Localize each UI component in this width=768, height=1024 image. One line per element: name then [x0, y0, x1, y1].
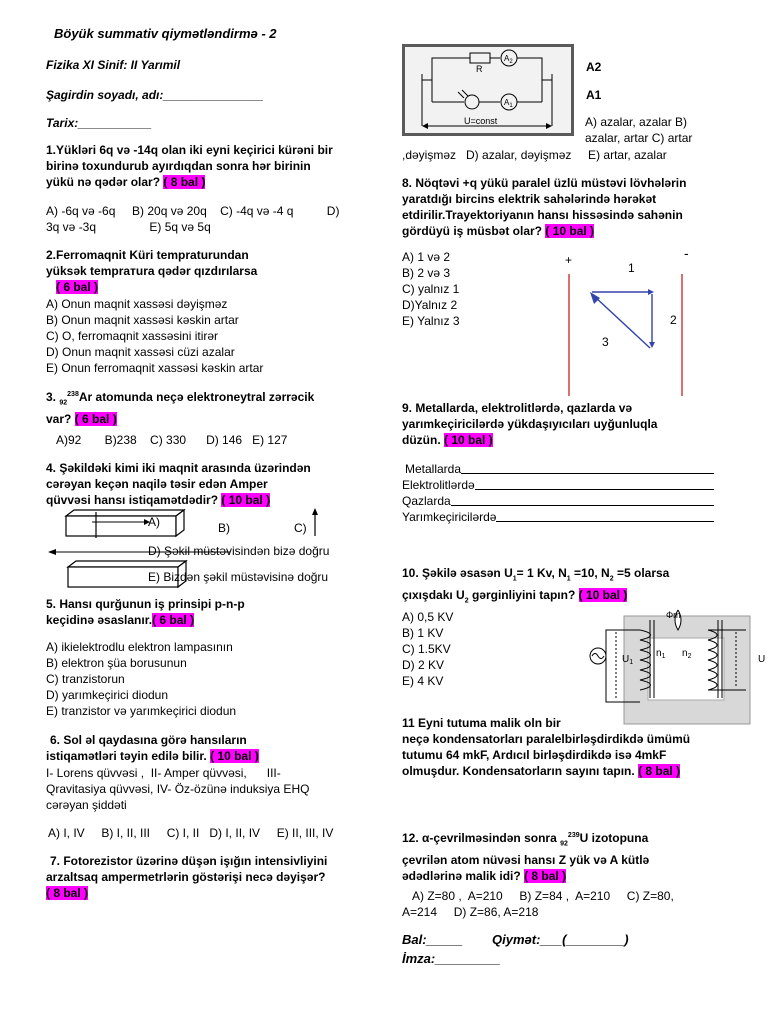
match-row[interactable]: Metallarda [402, 461, 714, 477]
option: C) tranzistorun [46, 672, 125, 686]
svg-text:U: U [758, 654, 766, 665]
option: D) yarımkeçirici diodun [46, 688, 169, 702]
option: B) Onun maqnit xassəsi kəskin artar [46, 313, 239, 327]
question-text: düzün. [402, 433, 441, 447]
points-badge: ( 8 bal ) [46, 886, 89, 900]
question-7 [46, 853, 366, 901]
question-text: keçidinə əsaslanır. [46, 613, 153, 627]
option: D)Yalnız 2 [402, 298, 458, 312]
svg-text:+: + [565, 253, 573, 267]
points-badge: ( 8 bal ) [524, 869, 567, 884]
date-field[interactable]: Tarix:___________ [46, 116, 152, 130]
svg-text:A2: $A_2$ [504, 54, 513, 65]
question-10: 10. Şəkilə əsasən $U_1= 1$ Kv, $N_1 =10$, $N_2 =5$ olarsa çıxışdakı $U_2$ gərginliyini tapın? ( 10 bal ) [402, 566, 670, 605]
svg-text:1: 1 [628, 261, 635, 275]
svg-text:-: - [684, 246, 689, 261]
question-text: 1.Yükləri 6q və -14q olan iki eyni keçirici kürəni bir [46, 143, 333, 157]
question-text: cərəyan keçən naqilə təsir edən Amper [46, 477, 268, 491]
points-badge: ( 6 bal ) [74, 412, 117, 427]
option: C) yalnız 1 [402, 282, 460, 296]
question-12: 12. α-çevrilməsindən sonra $_{92}^{239}$U izotopuna çevrilən atom nüvəsi hansı Z yük və A kütlə ədədlərinə malik idi? ( 8 bal ) [402, 828, 732, 884]
question-text: yaratdığı bircins elektrik sahələrində hərəkət [402, 192, 657, 206]
svg-text:R: R [476, 64, 483, 74]
signature-field[interactable]: İmza:_________ [402, 951, 501, 966]
option-a-label: A) [148, 515, 160, 529]
svg-text:n2: $n_2$ [682, 648, 692, 660]
option: C) O, ferromaqnit xassəsini itirər [46, 329, 219, 343]
svg-text:n1: $n_1$ [656, 648, 666, 660]
answer-options: 3q və -3q E) 5q və 5q [46, 220, 211, 234]
points-badge: ( 6 bal ) [152, 613, 195, 627]
question-text: 9. Metallarda, elektrolitlərdə, qazlarda və [402, 401, 633, 415]
question-4 [46, 460, 358, 508]
question-text: çevrilən atom nüvəsi hansı Z yük və A kütlə [402, 853, 650, 868]
question-3: 3. $_{92}^{238}$Ar atomunda neçə elektroneytral zərrəcik var? ( 6 bal ) [46, 390, 315, 427]
question-text: 11 Eyni tutuma malik oln bir [402, 716, 561, 730]
question-text: etdirilir.Trayektoriyanın hansı hissəsində sahənin [402, 208, 683, 222]
question-8 [402, 175, 720, 239]
answer-options: A) -6q və -6q B) 20q və 20q C) -4q və -4 q D) [46, 204, 340, 218]
question-2 [46, 247, 358, 295]
points-badge: ( 10 bal ) [210, 749, 259, 763]
answer-options: A) azalar, azalar B) [585, 115, 688, 129]
svg-text:2: 2 [670, 313, 677, 327]
option: D) Onun maqnit xassəsi cüzi azalar [46, 345, 235, 359]
answer-options [46, 296, 358, 376]
svg-text:3: 3 [602, 335, 609, 349]
answer-options: A) Z=80 , A=210 B) Z=84 , A=210 C) Z=80, [412, 889, 674, 903]
option: E) 4 KV [402, 674, 444, 688]
svg-text:U1: $U_1$ [622, 654, 634, 666]
option-d-label: D) Şəkil müstəvisindən bizə doğru [148, 544, 330, 558]
answer-options: ,dəyişməz D) azalar, dəyişməz E) artar, azalar [402, 148, 667, 162]
option: B) 1 KV [402, 626, 444, 640]
question-text: yarımkeçiricilərdə yükdaşıyıcıları uyğunluqla [402, 417, 658, 431]
page-title: Böyük summativ qiymətləndirmə - 2 [54, 26, 277, 41]
label-a2: A2 [586, 60, 602, 74]
question-text: qüvvəsi hansı istiqamətdədir? [46, 493, 219, 507]
option: A) Onun maqnit xassəsi dəyişməz [46, 297, 228, 311]
option: D) 2 KV [402, 658, 445, 672]
svg-text:A1: $A_1$ [504, 98, 513, 109]
option: C) 1.5KV [402, 642, 451, 656]
answer-options: azalar, artar C) artar [585, 131, 693, 145]
points-badge: ( 8 bal ) [638, 764, 681, 778]
answer-options: A)92 B)238 C) 330 D) 146 E) 127 [56, 433, 288, 447]
question-text: olmuşdur. Kondensatorların sayını tapın. [402, 764, 635, 778]
question-text: 6. Sol əl qaydasına görə hansıların [50, 733, 247, 747]
option: A) 0,5 KV [402, 610, 454, 624]
label-a1: A1 [586, 88, 602, 102]
svg-text:U=const: U=const [464, 116, 498, 126]
question-11 [402, 715, 732, 779]
points-badge: ( 10 bal ) [578, 588, 628, 603]
answer-options [46, 639, 358, 719]
option: A) ikielektrodlu elektron lampasının [46, 640, 233, 654]
answer-options: A=214 D) Z=86, A=218 [402, 905, 539, 919]
question-text: 2.Ferromaqnit Küri tempraturundan [46, 248, 249, 262]
option: E) Yalnız 3 [402, 314, 460, 328]
question-text: 7. Fotorezistor üzərinə düşən işığın intensivliyini [50, 854, 328, 868]
option: B) elektron şüa borusunun [46, 656, 187, 670]
points-badge: ( 10 bal ) [444, 433, 493, 447]
score-field[interactable]: Bal:_____ [402, 932, 463, 947]
question-text: ədədlərinə malik idi? [402, 869, 521, 884]
question-6-body: I- Lorens qüvvəsi , II- Amper qüvvəsi, III- Qravitasiya qüvvəsi, IV- Öz-özünə induksiya EHQ cərəyan şiddəti [46, 766, 310, 812]
points-badge: ( 6 bal ) [56, 280, 99, 294]
question-9 [402, 400, 720, 448]
question-text: birinə toxundurub ayırdıqdan sonra hər birinin [46, 159, 311, 173]
answer-options [402, 249, 542, 329]
svg-text:Φm: Φm [666, 610, 681, 620]
question-text: tutumu 64 mkF, Ardıcıl birləşdirdikdə isə 4mkF [402, 748, 667, 762]
question-text: yüksək temprатura qədər qızdırılarsa [46, 264, 258, 278]
student-name-field[interactable]: Şagirdin soyadı, adı:_______________ [46, 88, 264, 102]
field-trajectory-figure [556, 246, 696, 398]
points-badge: ( 10 bal ) [221, 493, 271, 507]
question-5 [46, 596, 358, 628]
grade-field[interactable]: Qiymət:___(________) [492, 932, 629, 947]
question-text: 8. Nöqtəvi +q yükü paralel üzlü müstəvi lövhələrin [402, 176, 687, 190]
question-6 [46, 732, 358, 764]
question-text: neçə kondensatorları paralelbirləşdirdikdə ümümü [402, 732, 691, 746]
question-text: 5. Hansı qurğunun iş prinsipi p-n-p [46, 597, 245, 611]
option-b-label: B) [218, 521, 230, 535]
match-row[interactable]: Elektrolitlərdə [402, 477, 714, 493]
circuit-figure [402, 44, 574, 136]
option: E) tranzistor və yarımkeçirici diodun [46, 704, 237, 718]
option: A) 1 və 2 [402, 250, 451, 264]
question-text: arzaltsaq ampermetrlərin göstərişi necə dəyişər? [46, 870, 326, 884]
option: B) 2 və 3 [402, 266, 451, 280]
question-text: yükü nə qədər olar? [46, 175, 161, 189]
answer-options [402, 609, 522, 689]
question-text: var? [46, 412, 72, 427]
question-text: istiqamətləri təyin edilə bilir. [46, 749, 207, 763]
magnet-top [66, 510, 184, 538]
option-e-label: E) Bizdən şəkil müstəvisinə doğru [148, 570, 329, 584]
question-text: Ar atomunda neçə elektroneytral zərrəcik [78, 390, 315, 404]
matching-rows [402, 461, 714, 525]
question-text: 4. Şəkildəki kimi iki maqnit arasında üzərindən [46, 461, 311, 475]
answer-options: A) I, IV B) I, II, III C) I, II D) I, II, IV E) II, III, IV [48, 826, 334, 840]
option-c-label: C) [294, 521, 307, 535]
points-badge: ( 8 bal ) [163, 175, 206, 189]
question-1 [46, 142, 358, 190]
match-row[interactable]: Qazlarda [402, 493, 714, 509]
question-text: gördüyü iş müsbət olar? [402, 224, 543, 238]
match-row[interactable]: Yarımkeçiricilərdə [402, 509, 714, 525]
subject-line: Fizika XI Sinif: II Yarımil [46, 58, 181, 72]
points-badge: ( 10 bal ) [545, 224, 595, 238]
transformer-figure [586, 602, 768, 726]
option: E) Onun ferromaqnit xassəsi kəskin artar [46, 361, 264, 375]
